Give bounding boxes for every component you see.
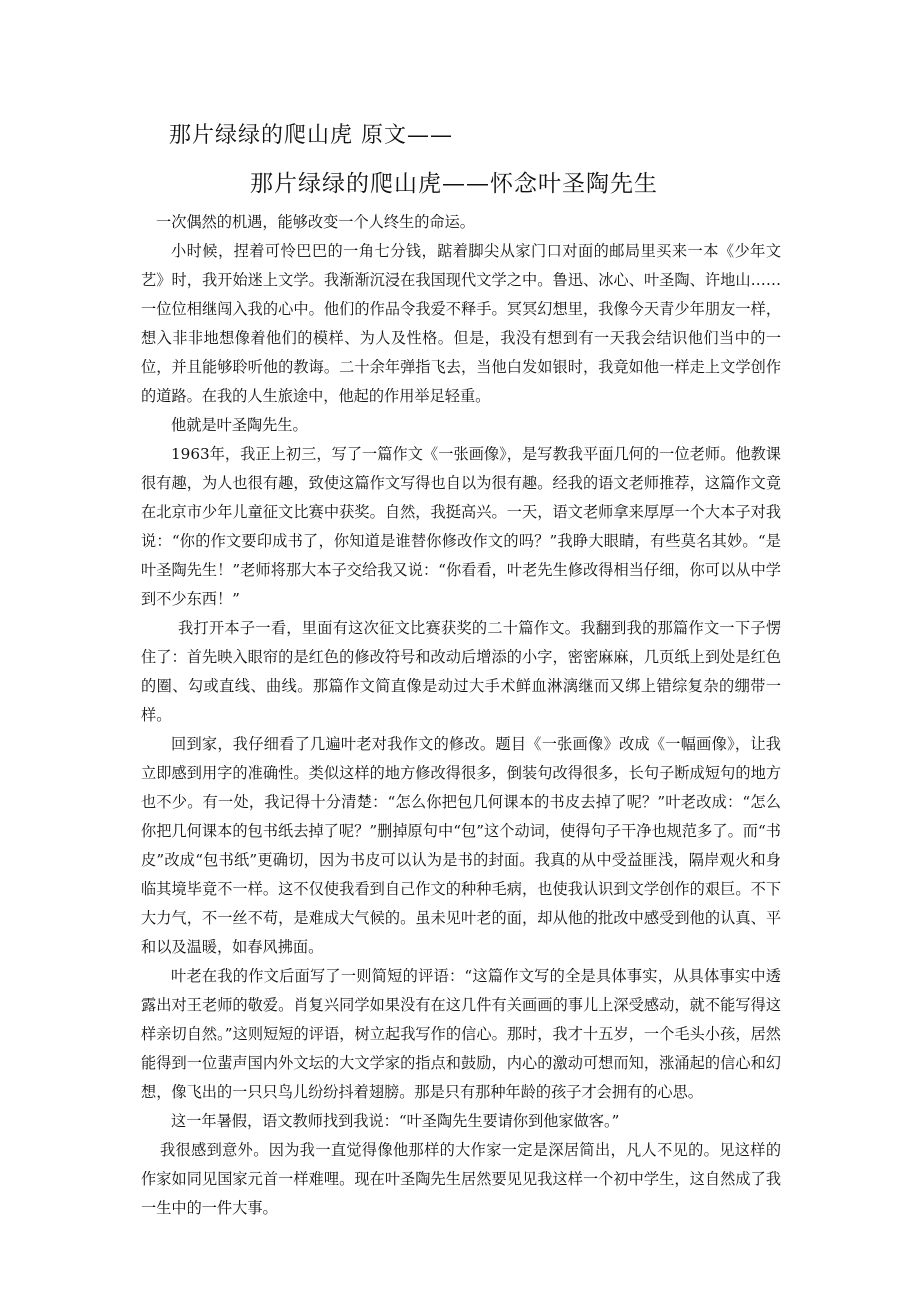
article-body (141, 208, 781, 1223)
paragraph: 这一年暑假，语文教师找到我说：“叶圣陶先生要请你到他家做客。” (171, 1112, 620, 1130)
paragraph: 我很感到意外。因为我一直觉得像他那样的大作家一定是深居简出，凡人不见的。见这样的作家如同见国家元首一样难哩。现在叶圣陶先生居然要见见我这样一个初中学生，这自然成了我一生中的一件大事。 (141, 1141, 781, 1217)
paragraph: 他就是叶圣陶先生。 (171, 416, 308, 434)
paragraph: 一次偶然的机遇，能够改变一个人终生的命运。 (156, 213, 475, 231)
paragraph: 1963年，我正上初三，写了一篇作文《一张画像》，是写教我平面几何的一位老师。他教课很有趣，为人也很有趣，致使这篇作文写得也自以为很有趣。经我的语文老师推荐，这篇作文竟在北京市少年儿童征文比赛中获奖。自然，我挺高兴。一天，语文老师拿来厚厚一个大本子对我说：“你的作文要印成书了，你知道是谁替你修改作文的吗？”我睁大眼睛，有些莫名其妙。“是叶圣陶先生！”老师将那大本子交给我又说：“你看看，叶老先生修改得相当仔细，你可以从中学到不少东西！” (141, 445, 781, 608)
paragraph: 回到家，我仔细看了几遍叶老对我作文的修改。题目《一张画像》改成《一幅画像》，让我立即感到用字的准确性。类似这样的地方修改得很多，倒装句改得很多，长句子断成短句的地方也不少。有一处，我记得十分清楚：“怎么你把包几何课本的书皮去掉了呢？”叶老改成：“怎么你把几何课本的包书纸去掉了呢？”删掉原句中“包”这个动词，使得句子干净也规范多了。而“书皮”改成“包书纸”更确切，因为书皮可以认为是书的封面。我真的从中受益匪浅，隔岸观火和身临其境毕竟不一样。这不仅使我看到自己作文的种种毛病，也使我认识到文学创作的艰巨。不下大力气，不一丝不苟，是难成大气候的。虽未见叶老的面，却从他的批改中感受到他的认真、平和以及温暖，如春风拂面。 (141, 735, 781, 956)
paragraph: 小时候，捏着可怜巴巴的一角七分钱，踮着脚尖从家门口对面的邮局里买来一本《少年文艺》时，我开始迷上文学。我渐渐沉浸在我国现代文学之中。鲁迅、冰心、叶圣陶、许地山……一位位相继闯入我的心中。他们的作品令我爱不释手。冥冥幻想里，我像今天青少年朋友一样，想入非非地想像着他们的模样、为人及性格。但是，我没有想到有一天我会结识他们当中的一位，并且能够聆听他的教诲。二十余年弹指飞去，当他白发如银时，我竟如他一样走上文学创作的道路。在我的人生旅途中，他起的作用举足轻重。 (141, 242, 781, 405)
paragraph: 叶老在我的作文后面写了一则简短的评语：“这篇作文写的全是具体事实，从具体事实中透露出对王老师的敬爱。肖复兴同学如果没有在这几件有关画画的事儿上深受感动，就不能写得这样亲切自然。”这则短短的评语，树立起我写作的信心。那时，我才十五岁，一个毛头小孩，居然能得到一位蜚声国内外文坛的大文学家的指点和鼓励，内心的激动可想而知，涨涌起的信心和幻想，像飞出的一只只鸟儿纷纷抖着翅膀。那是只有那种年龄的孩子才会拥有的心思。 (141, 967, 781, 1101)
article-heading: 那片绿绿的爬山虎——怀念叶圣陶先生 (250, 171, 658, 197)
paragraph: 我打开本子一看，里面有这次征文比赛获奖的二十篇作文。我翻到我的那篇作文一下子愣住了：首先映入眼帘的是红色的修改符号和改动后增添的小字，密密麻麻，几页纸上到处是红色的圈、勾或直线、曲线。那篇作文简直像是动过大手术鲜血淋漓继而又绑上错综复杂的绷带一样。 (141, 619, 781, 724)
document-title: 那片绿绿的爬山虎 原文—— (169, 123, 453, 148)
